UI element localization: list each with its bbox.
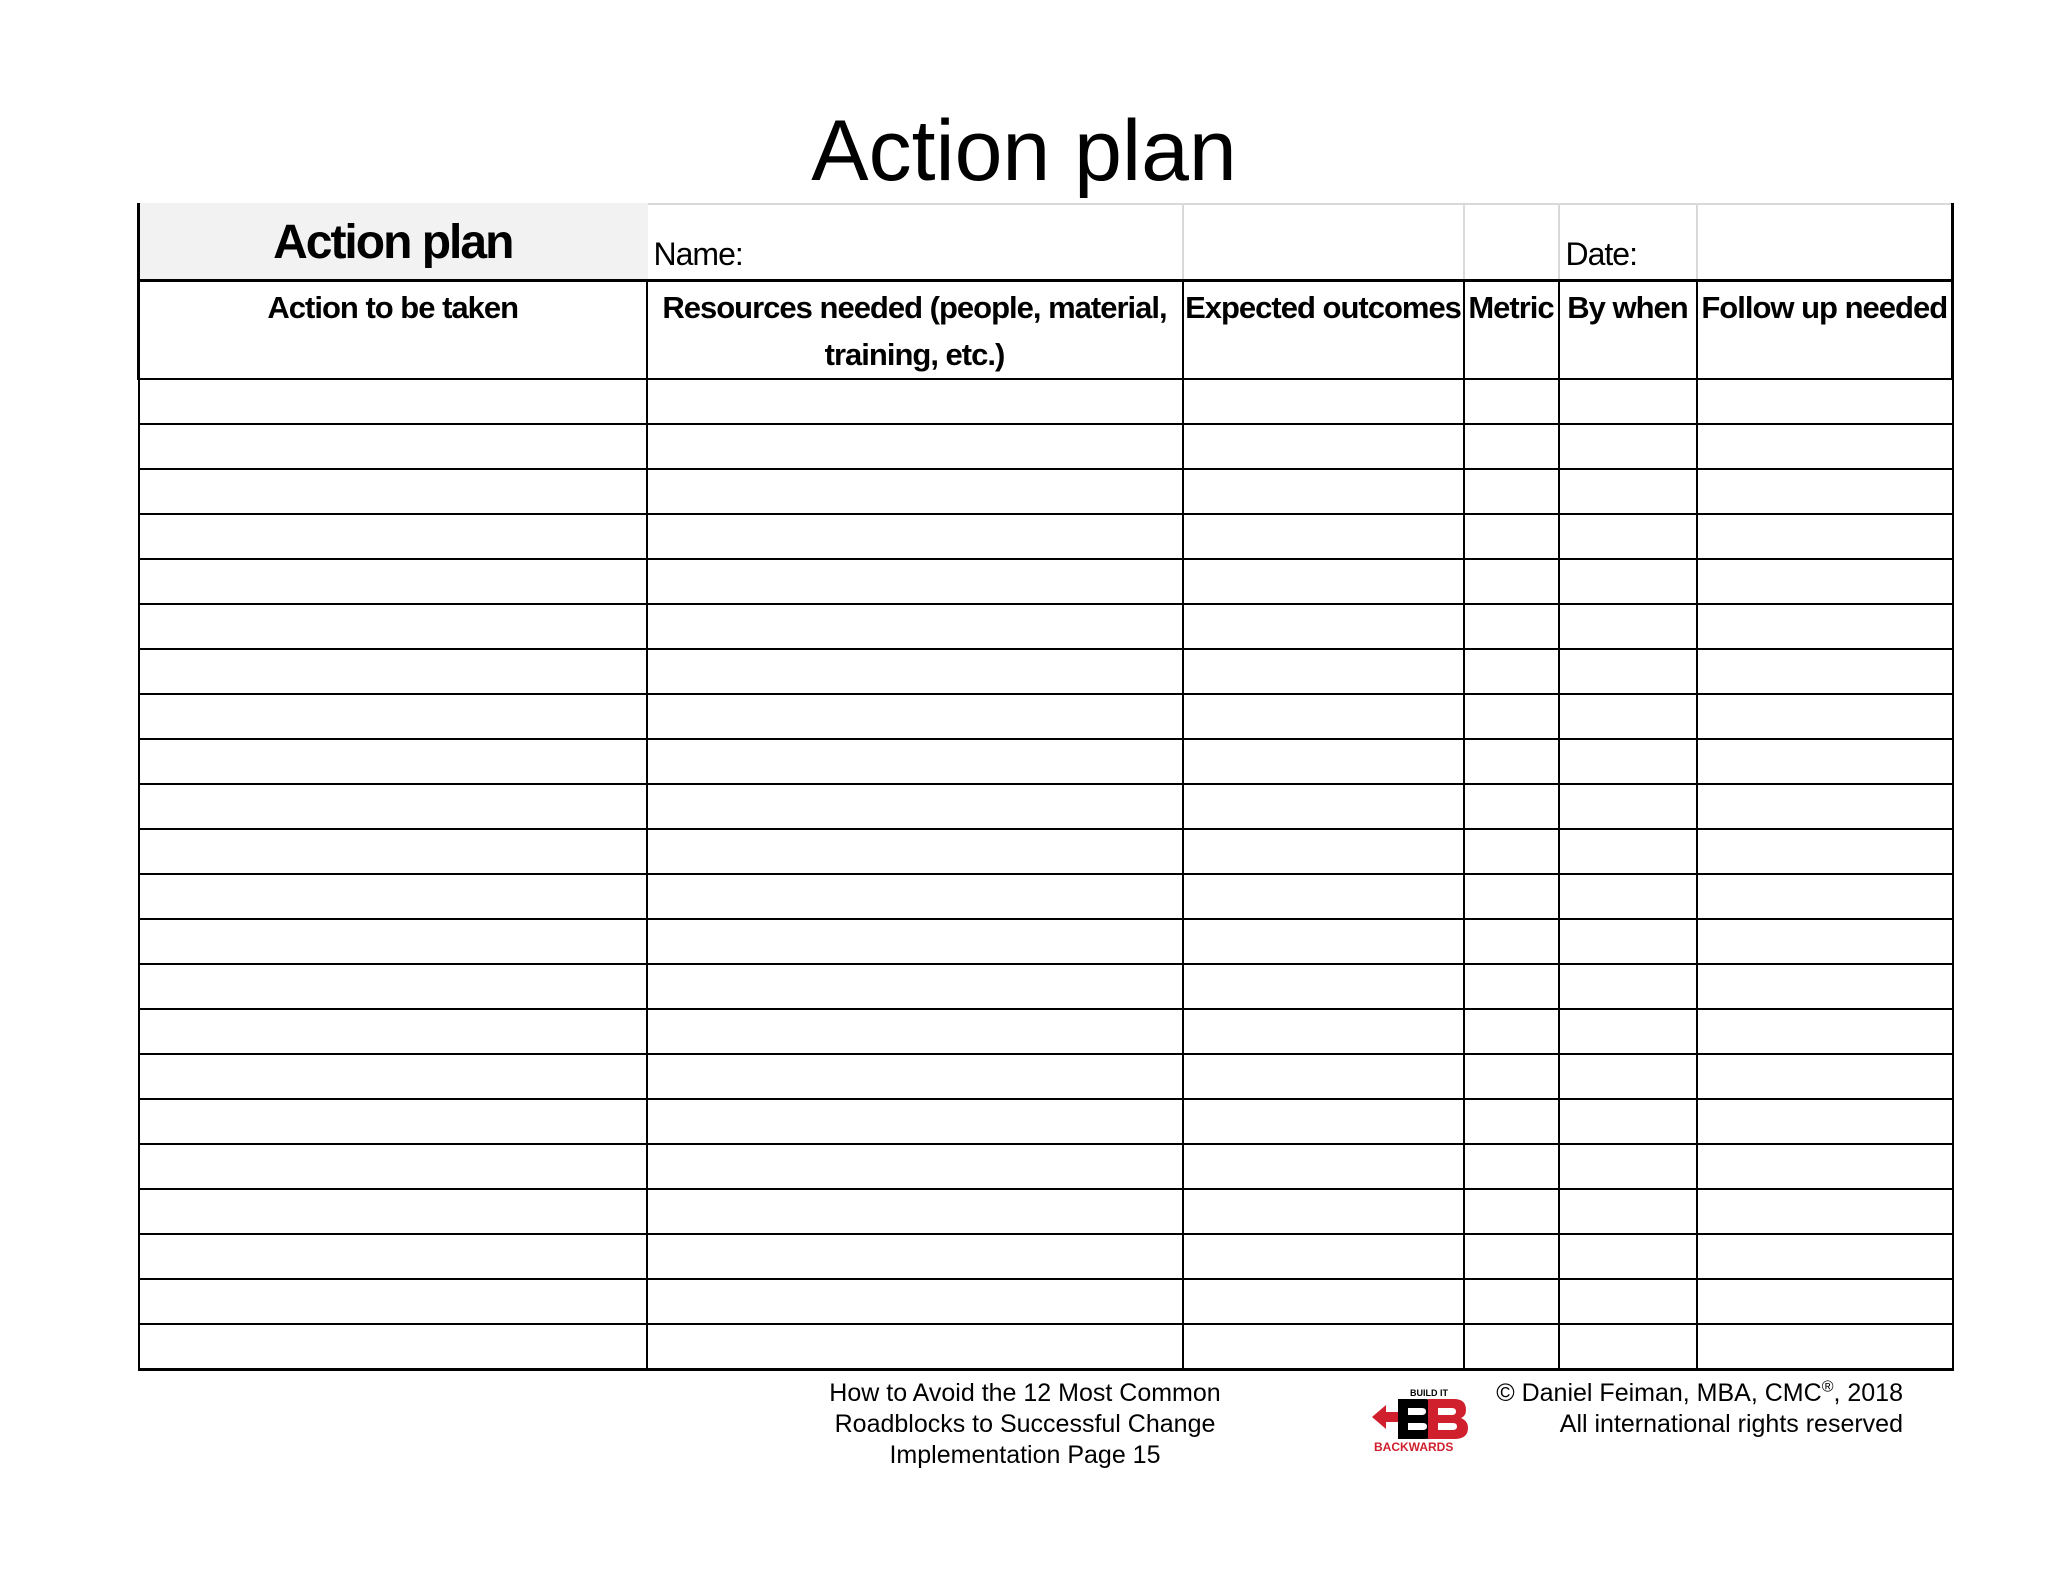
cell-by-when[interactable] (1559, 739, 1697, 784)
cell-follow-up[interactable] (1697, 784, 1953, 829)
cell-resources[interactable] (647, 1279, 1183, 1324)
copyright-line (1496, 1378, 1903, 1409)
cell-action[interactable] (139, 1099, 647, 1144)
header-follow-up: Follow up needed (1697, 281, 1953, 380)
header-resources: Resources needed (people, material, training, etc.) (647, 281, 1183, 380)
footer-book-info (800, 1378, 1250, 1471)
table-row (139, 1324, 1953, 1370)
table-row (139, 604, 1953, 649)
cell-metric[interactable] (1464, 1234, 1559, 1279)
cell-resources[interactable] (647, 694, 1183, 739)
cell-by-when[interactable] (1559, 1234, 1697, 1279)
table-row (139, 1234, 1953, 1279)
cell-by-when[interactable] (1559, 649, 1697, 694)
table-body (139, 379, 1953, 1370)
cell-outcomes[interactable] (1183, 694, 1464, 739)
build-it-backwards-logo (1368, 1383, 1474, 1455)
cell-by-when[interactable] (1559, 964, 1697, 1009)
cell-action[interactable] (139, 919, 647, 964)
cell-follow-up[interactable] (1697, 1009, 1953, 1054)
table-row (139, 379, 1953, 424)
form-label: Action plan (139, 204, 647, 281)
cell-metric[interactable] (1464, 919, 1559, 964)
cell-action[interactable] (139, 1234, 647, 1279)
cell-outcomes[interactable] (1183, 604, 1464, 649)
cell-action[interactable] (139, 1009, 647, 1054)
logo-text-top: BUILD IT (1410, 1388, 1448, 1398)
date-field[interactable] (1697, 204, 1953, 281)
form-meta-row (139, 204, 1953, 281)
cell-metric[interactable] (1464, 1144, 1559, 1189)
cell-follow-up[interactable] (1697, 694, 1953, 739)
footer-book-line: Implementation Page 15 (889, 1441, 1161, 1469)
cell-metric[interactable] (1464, 784, 1559, 829)
cell-action[interactable] (139, 379, 647, 424)
table-row (139, 1054, 1953, 1099)
cell-outcomes[interactable] (1183, 1189, 1464, 1234)
cell-follow-up[interactable] (1697, 1279, 1953, 1324)
cell-metric[interactable] (1464, 604, 1559, 649)
cell-outcomes[interactable] (1183, 1324, 1464, 1370)
cell-outcomes[interactable] (1183, 964, 1464, 1009)
cell-outcomes[interactable] (1183, 1054, 1464, 1099)
cell-follow-up[interactable] (1697, 649, 1953, 694)
cell-by-when[interactable] (1559, 514, 1697, 559)
copyright-year: , 2018 (1833, 1379, 1903, 1407)
cell-resources[interactable] (647, 919, 1183, 964)
footer-copyright (1496, 1378, 1903, 1440)
cell-metric[interactable] (1464, 1279, 1559, 1324)
cell-follow-up[interactable] (1697, 379, 1953, 424)
cell-resources[interactable] (647, 1189, 1183, 1234)
cell-resources[interactable] (647, 379, 1183, 424)
table-row (139, 1144, 1953, 1189)
cell-metric[interactable] (1464, 1189, 1559, 1234)
header-by-when: By when (1559, 281, 1697, 380)
table-row (139, 874, 1953, 919)
cell-outcomes[interactable] (1183, 874, 1464, 919)
header-metric: Metric (1464, 281, 1559, 380)
cell-action[interactable] (139, 784, 647, 829)
table-row (139, 739, 1953, 784)
footer-book-line: How to Avoid the 12 Most Common (829, 1379, 1221, 1407)
cell-outcomes[interactable] (1183, 919, 1464, 964)
cell-outcomes[interactable] (1183, 649, 1464, 694)
cell-metric[interactable] (1464, 829, 1559, 874)
cell-resources[interactable] (647, 424, 1183, 469)
cell-resources[interactable] (647, 1234, 1183, 1279)
cell-action[interactable] (139, 649, 647, 694)
cell-resources[interactable] (647, 604, 1183, 649)
cell-action[interactable] (139, 874, 647, 919)
table-row (139, 694, 1953, 739)
cell-metric[interactable] (1464, 964, 1559, 1009)
cell-resources[interactable] (647, 649, 1183, 694)
cell-by-when[interactable] (1559, 1009, 1697, 1054)
header-outcomes: Expected outcomes (1183, 281, 1464, 380)
cell-resources[interactable] (647, 1324, 1183, 1370)
cell-outcomes[interactable] (1183, 829, 1464, 874)
cell-follow-up[interactable] (1697, 1099, 1953, 1144)
cell-action[interactable] (139, 1144, 647, 1189)
cell-metric[interactable] (1464, 739, 1559, 784)
copyright-text: © Daniel Feiman, MBA, CMC (1496, 1379, 1822, 1407)
cell-follow-up[interactable] (1697, 604, 1953, 649)
page-title: Action plan (811, 103, 1237, 199)
table-row (139, 1189, 1953, 1234)
cell-follow-up[interactable] (1697, 874, 1953, 919)
cell-action[interactable] (139, 1189, 647, 1234)
cell-by-when[interactable] (1559, 1099, 1697, 1144)
name-field[interactable] (1183, 204, 1464, 281)
action-plan-table (137, 203, 1954, 1371)
logo-text-bottom: BACKWARDS (1374, 1440, 1454, 1454)
cell-action[interactable] (139, 964, 647, 1009)
cell-resources[interactable] (647, 514, 1183, 559)
header-action: Action to be taken (139, 281, 647, 380)
table-row (139, 559, 1953, 604)
cell-by-when[interactable] (1559, 424, 1697, 469)
cell-follow-up[interactable] (1697, 964, 1953, 1009)
cell-follow-up[interactable] (1697, 1324, 1953, 1370)
cell-metric[interactable] (1464, 469, 1559, 514)
cell-outcomes[interactable] (1183, 1009, 1464, 1054)
cell-metric[interactable] (1464, 649, 1559, 694)
cell-resources[interactable] (647, 1144, 1183, 1189)
name-label: Name: (647, 204, 1183, 281)
cell-outcomes[interactable] (1183, 379, 1464, 424)
table-row (139, 784, 1953, 829)
cell-resources[interactable] (647, 1009, 1183, 1054)
logo-bb-icon (1398, 1399, 1468, 1439)
table-header-row (139, 281, 1953, 380)
cell-follow-up[interactable] (1697, 1234, 1953, 1279)
cell-action[interactable] (139, 1324, 647, 1370)
cell-resources[interactable] (647, 469, 1183, 514)
cell-follow-up[interactable] (1697, 1144, 1953, 1189)
cell-action[interactable] (139, 1279, 647, 1324)
cell-metric[interactable] (1464, 1009, 1559, 1054)
cell-by-when[interactable] (1559, 1054, 1697, 1099)
cell-follow-up[interactable] (1697, 829, 1953, 874)
cell-follow-up[interactable] (1697, 559, 1953, 604)
meta-spacer-cell (1464, 204, 1559, 281)
rights-line: All international rights reserved (1559, 1410, 1903, 1438)
table-row (139, 829, 1953, 874)
cell-by-when[interactable] (1559, 1324, 1697, 1370)
cell-follow-up[interactable] (1697, 919, 1953, 964)
table-row (139, 649, 1953, 694)
cell-action[interactable] (139, 469, 647, 514)
cell-follow-up[interactable] (1697, 1189, 1953, 1234)
table-row (139, 1009, 1953, 1054)
table-row (139, 469, 1953, 514)
cell-outcomes[interactable] (1183, 1279, 1464, 1324)
cell-by-when[interactable] (1559, 559, 1697, 604)
cell-action[interactable] (139, 559, 647, 604)
cell-metric[interactable] (1464, 874, 1559, 919)
cell-outcomes[interactable] (1183, 784, 1464, 829)
cell-resources[interactable] (647, 1054, 1183, 1099)
date-label: Date: (1559, 204, 1697, 281)
cell-resources[interactable] (647, 739, 1183, 784)
cell-metric[interactable] (1464, 694, 1559, 739)
cell-by-when[interactable] (1559, 919, 1697, 964)
footer-book-line: Roadblocks to Successful Change (834, 1410, 1216, 1438)
cell-metric[interactable] (1464, 1324, 1559, 1370)
cell-by-when[interactable] (1559, 874, 1697, 919)
cell-outcomes[interactable] (1183, 559, 1464, 604)
cell-by-when[interactable] (1559, 1189, 1697, 1234)
cell-by-when[interactable] (1559, 694, 1697, 739)
cell-resources[interactable] (647, 1099, 1183, 1144)
cell-by-when[interactable] (1559, 1279, 1697, 1324)
cell-by-when[interactable] (1559, 469, 1697, 514)
cell-metric[interactable] (1464, 514, 1559, 559)
cell-action[interactable] (139, 604, 647, 649)
cell-outcomes[interactable] (1183, 514, 1464, 559)
cell-follow-up[interactable] (1697, 469, 1953, 514)
registered-mark: ® (1821, 1378, 1834, 1396)
cell-by-when[interactable] (1559, 829, 1697, 874)
cell-follow-up[interactable] (1697, 424, 1953, 469)
cell-resources[interactable] (647, 559, 1183, 604)
cell-by-when[interactable] (1559, 379, 1697, 424)
cell-by-when[interactable] (1559, 604, 1697, 649)
cell-metric[interactable] (1464, 1054, 1559, 1099)
cell-outcomes[interactable] (1183, 739, 1464, 784)
cell-metric[interactable] (1464, 1099, 1559, 1144)
cell-outcomes[interactable] (1183, 1144, 1464, 1189)
cell-follow-up[interactable] (1697, 514, 1953, 559)
table-row (139, 919, 1953, 964)
cell-action[interactable] (139, 424, 647, 469)
table-row (139, 514, 1953, 559)
cell-action[interactable] (139, 514, 647, 559)
table-row (139, 1279, 1953, 1324)
logo-arrow-icon (1372, 1405, 1398, 1429)
cell-resources[interactable] (647, 784, 1183, 829)
cell-resources[interactable] (647, 829, 1183, 874)
cell-action[interactable] (139, 694, 647, 739)
cell-action[interactable] (139, 829, 647, 874)
cell-by-when[interactable] (1559, 1144, 1697, 1189)
table-row (139, 424, 1953, 469)
cell-outcomes[interactable] (1183, 469, 1464, 514)
cell-metric[interactable] (1464, 559, 1559, 604)
cell-action[interactable] (139, 1054, 647, 1099)
cell-outcomes[interactable] (1183, 1234, 1464, 1279)
cell-resources[interactable] (647, 874, 1183, 919)
cell-metric[interactable] (1464, 424, 1559, 469)
cell-follow-up[interactable] (1697, 739, 1953, 784)
cell-by-when[interactable] (1559, 784, 1697, 829)
cell-action[interactable] (139, 739, 647, 784)
cell-outcomes[interactable] (1183, 1099, 1464, 1144)
cell-follow-up[interactable] (1697, 1054, 1953, 1099)
table-row (139, 1099, 1953, 1144)
cell-outcomes[interactable] (1183, 424, 1464, 469)
cell-resources[interactable] (647, 964, 1183, 1009)
table-row (139, 964, 1953, 1009)
cell-metric[interactable] (1464, 379, 1559, 424)
